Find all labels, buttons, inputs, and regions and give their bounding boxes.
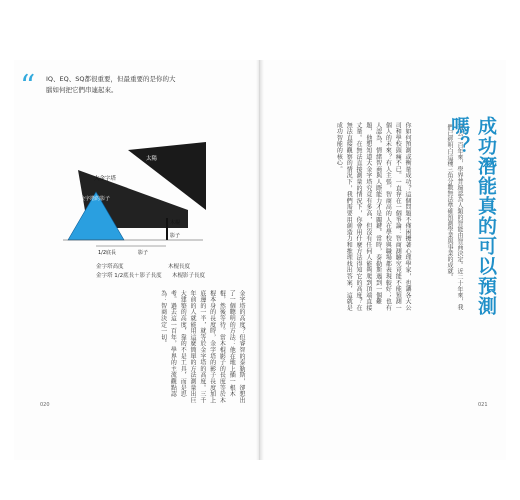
shadow-label-top: 金字塔的影子	[80, 196, 111, 202]
chapter-title: 成功潛能真的可以預測嗎？	[448, 116, 497, 316]
formula-rhs: 木棍影子長度	[172, 273, 206, 279]
formula-top: 木棍長度	[168, 264, 191, 270]
pyramid-diagram	[58, 140, 208, 260]
pull-quote: IQ、EQ、SQ都很重要，但最重要的是你的大腦如何把它們串連起來。	[46, 75, 176, 94]
stick-shape	[166, 218, 168, 240]
quote-mark-icon: “	[20, 69, 36, 104]
page-number-left: 020	[40, 402, 50, 408]
pyramid-diagram-svg	[58, 140, 208, 260]
book-gutter	[256, 60, 264, 460]
right-body-text: 你如何預測或衡量成功？這個問題不僅困擾著心理學家，也讓各大公司和學校頭痛不已。一直存在一個爭論：智商測驗究竟能不能預測一個人的未來？有人主張，智商高的人在學校與職場都表現較好；也有人認為，情緒智商與人際能力才是關鍵。當時，泰勒斯遇到一個難題，他想知道大金字塔究竟有多高，但沒有任何人能夠爬到頂端直接丈量。在無法直接測量的情況下，你會用什麼方法得知它的高度？在無法直接觀察的情況下，我們需要用創造力和推理找出答案，這就是成功智能的核心。	[335, 122, 411, 311]
chapter-intro: 過去一百年來，學界普遍認為人類的智能由智商決定。近二十年來，我們已經明白這種三角分數無法準確預測學業與事業的成就。	[446, 124, 463, 310]
pyramid-shadow-label: 影子	[138, 250, 149, 256]
height-formula	[96, 262, 226, 288]
base-label: 1/2底長	[98, 250, 117, 256]
stick-label: 木棍	[170, 220, 181, 226]
pyramid-label: 大金字塔	[94, 176, 117, 182]
left-body-text: 金字塔的高度？但睿智的泰勒斯，卻想出了一個聰明的方法：他在地上插一根木棍，然後等待。當木棍影子的長度等於木棍本身的長度時，金字塔的影子長度加上底邊的一半，就等於金字塔的高度。三千年前的人就能用這麼簡單的方法測量出巨大建築的高度，靠的不是工具，而是思考。過去這一百年，學界的主流觀點認為：智商決定一切。	[159, 290, 245, 404]
stick-shadow-label: 影子	[170, 233, 181, 239]
formula-lhs: 金字塔 1/2底長＋影子長度	[96, 273, 162, 279]
formula-title: 金字塔高度	[96, 264, 124, 270]
sun-label: 太陽	[146, 156, 158, 162]
page-number-right: 021	[478, 402, 488, 408]
